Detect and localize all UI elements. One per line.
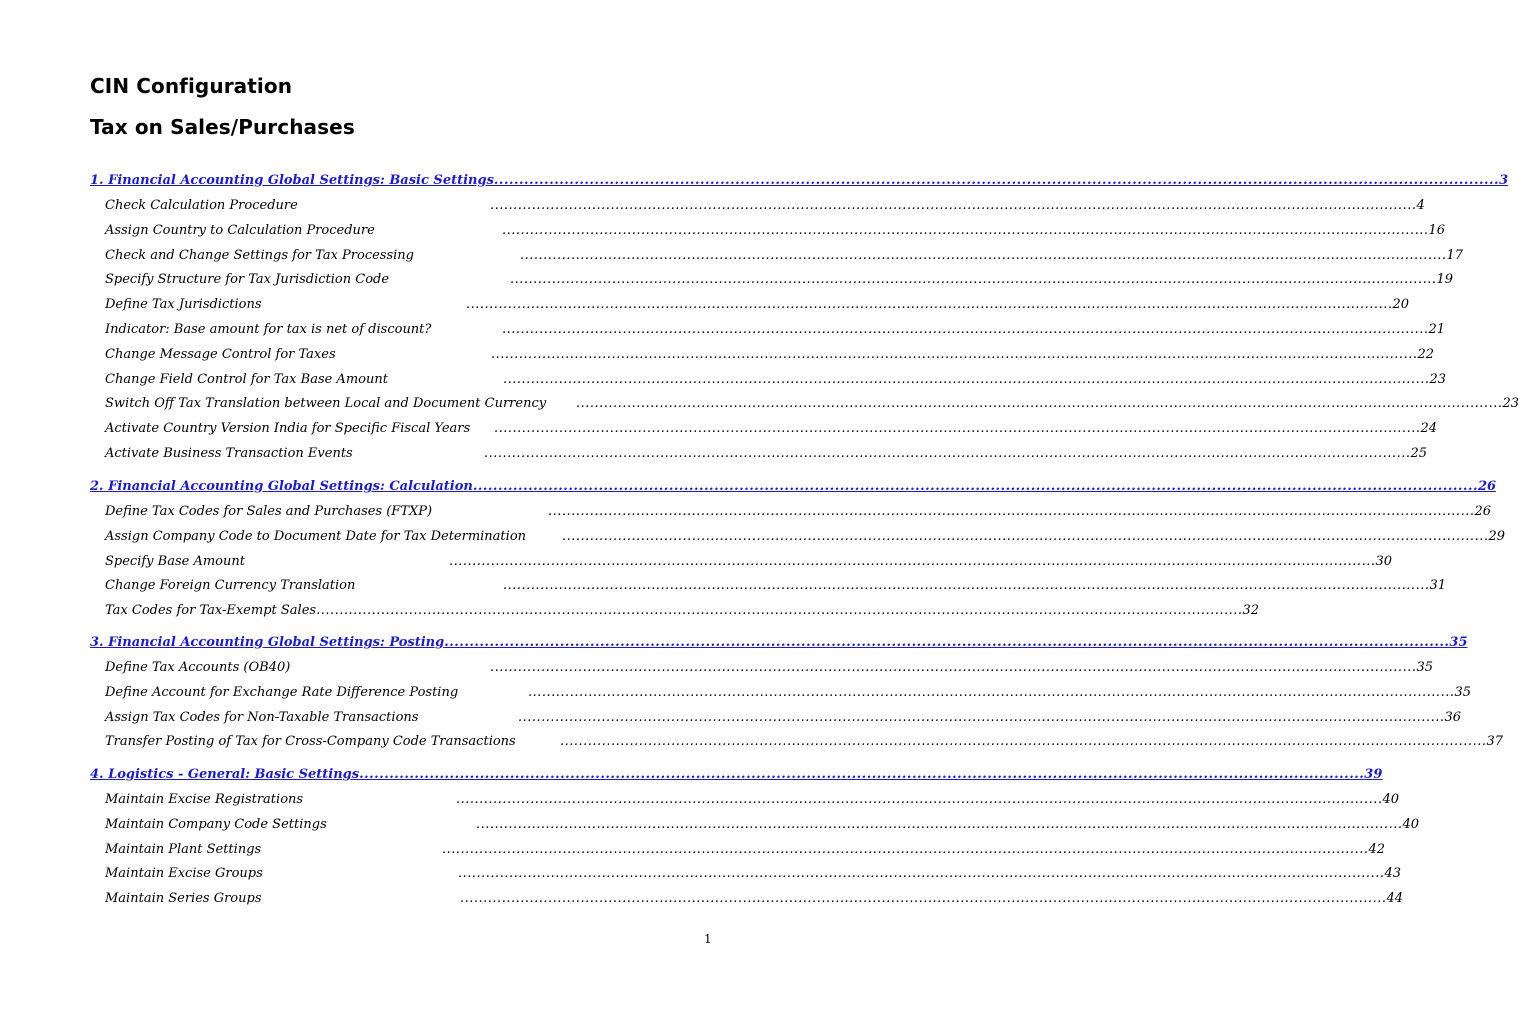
dot-leader: ........................................................................................................................................................................................................ xyxy=(528,684,1455,700)
toc-entry-title: Define Tax Jurisdictions xyxy=(105,297,262,313)
toc-entry-page: 16 xyxy=(1428,222,1446,238)
toc-entry-page: 21 xyxy=(1428,322,1446,337)
toc-entry-page: 4 xyxy=(1416,198,1425,213)
toc-entry-page: 44 xyxy=(1386,891,1404,907)
toc-entry-page: 36 xyxy=(1444,709,1462,725)
dot-leader: ........................................................................................................................................................................................................ xyxy=(494,421,1421,437)
toc-entry[interactable] xyxy=(105,220,1446,238)
dot-leader: ........................................................................................................................................................................................................ xyxy=(442,841,1369,857)
toc-entry-title: Activate Country Version India for Specific Fiscal Years xyxy=(105,421,471,437)
toc-entry-page: 20 xyxy=(1392,297,1410,313)
dot-leader: ........................................................................................................................................................................................................ xyxy=(456,792,1383,807)
toc-entry[interactable] xyxy=(105,418,1438,437)
toc-entry-page: 24 xyxy=(1420,421,1438,437)
toc-section-link[interactable] xyxy=(90,632,1468,650)
dot-leader: ........................................................................................................................................................................................................ xyxy=(490,198,1417,213)
toc-section-link[interactable] xyxy=(90,476,1497,494)
toc-entry-page: 30 xyxy=(1375,553,1393,569)
toc-entry-title: Assign Country to Calculation Procedure xyxy=(105,222,375,238)
toc-entry-page: 23 xyxy=(1502,396,1519,412)
toc-entry-title: Define Tax Codes for Sales and Purchases (FTXP) xyxy=(105,504,433,519)
toc-entry-title: Define Account for Exchange Rate Difference Posting xyxy=(105,684,459,700)
toc-entry-page: 35 xyxy=(1454,684,1472,700)
dot-leader: ........................................................................................................................................................................................................ xyxy=(316,603,1243,619)
toc-entry-page: 42 xyxy=(1368,841,1386,857)
dot-leader: ........................................................................................................................................................................................................ xyxy=(460,891,1387,907)
dot-leader: ........................................................................................................................................................................................................ xyxy=(518,709,1445,725)
dot-leader: ........................................................................................................................................................................................................ xyxy=(576,396,1503,412)
toc-entry-page: 31 xyxy=(1429,578,1447,594)
toc-entry[interactable] xyxy=(105,657,1434,675)
toc-section-title: 3. Financial Accounting Global Settings: Posting xyxy=(90,635,445,650)
toc-entry[interactable] xyxy=(105,294,1410,313)
toc-entry-page: 25 xyxy=(1410,446,1428,461)
dot-leader: ........................................................................................................................................................................................................ xyxy=(503,371,1430,387)
toc-entry-title: Change Foreign Currency Translation xyxy=(105,578,356,594)
toc-entry-page: 23 xyxy=(1429,371,1447,387)
page-number: 1 xyxy=(704,932,712,946)
toc-section-link[interactable] xyxy=(90,764,1383,782)
dot-leader: ........................................................................................................................................................................................................ xyxy=(449,553,1376,569)
toc-section-title: 1. Financial Accounting Global Settings: Basic Settings xyxy=(90,173,494,188)
toc-entry-title: Switch Off Tax Translation between Local and Document Currency xyxy=(105,396,547,412)
toc-entry[interactable] xyxy=(105,682,1472,700)
toc-entry-title: Transfer Posting of Tax for Cross-Company Code Transactions xyxy=(105,734,516,750)
toc-entry-title: Maintain Excise Groups xyxy=(105,866,263,882)
toc-entry-page: 29 xyxy=(1488,528,1506,544)
toc-entry-page: 37 xyxy=(1486,734,1504,750)
dot-leader: ........................................................................................................................................................................................................ xyxy=(503,578,1430,594)
toc-entry[interactable] xyxy=(105,731,1504,750)
toc-entry-page: 22 xyxy=(1417,346,1435,362)
toc-entry[interactable] xyxy=(105,195,1425,213)
dot-leader: ........................................................................................................................................................................................................ xyxy=(444,635,1450,650)
toc-section-link[interactable] xyxy=(90,170,1509,188)
toc-section-page: 3 xyxy=(1499,173,1509,188)
toc-entry-title: Check and Change Settings for Tax Processing xyxy=(105,247,414,263)
toc-entry-title: Maintain Series Groups xyxy=(105,891,262,907)
toc-entry[interactable] xyxy=(105,369,1447,387)
toc-entry[interactable] xyxy=(105,814,1420,832)
toc-entry-page: 26 xyxy=(1474,504,1492,519)
document-title: CIN Configuration xyxy=(90,74,293,98)
toc-entry[interactable] xyxy=(105,269,1454,288)
document-subtitle: Tax on Sales/Purchases xyxy=(90,115,355,139)
toc-entry[interactable] xyxy=(105,789,1400,807)
dot-leader: ........................................................................................................................................................................................................ xyxy=(502,322,1429,337)
toc-entry[interactable] xyxy=(105,245,1464,263)
dot-leader: ........................................................................................................................................................................................................ xyxy=(491,346,1418,362)
toc-section-page: 35 xyxy=(1449,635,1468,650)
toc-entry[interactable] xyxy=(105,344,1435,362)
dot-leader: ........................................................................................................................................................................................................ xyxy=(562,528,1489,544)
toc-entry-page: 40 xyxy=(1402,816,1420,832)
toc-entry-page: 43 xyxy=(1384,866,1402,882)
toc-entry[interactable] xyxy=(105,501,1492,519)
dot-leader: ........................................................................................................................................................................................................ xyxy=(458,866,1385,882)
toc-entry-page: 40 xyxy=(1382,792,1400,807)
toc-section-title: 2. Financial Accounting Global Settings: Calculation xyxy=(90,479,473,494)
dot-leader: ........................................................................................................................................................................................................ xyxy=(502,222,1429,238)
dot-leader: ........................................................................................................................................................................................................ xyxy=(490,660,1417,675)
toc-entry-title: Assign Company Code to Document Date for Tax Determination xyxy=(105,528,527,544)
toc-entry[interactable] xyxy=(105,319,1446,337)
toc-entry-title: Check Calculation Procedure xyxy=(105,198,298,213)
toc-entry-title: Specify Base Amount xyxy=(105,553,245,569)
toc-entry[interactable] xyxy=(105,839,1386,857)
dot-leader: ........................................................................................................................................................................................................ xyxy=(548,504,1475,519)
dot-leader: ........................................................................................................................................................................................................ xyxy=(520,247,1447,263)
toc-entry-title: Change Field Control for Tax Base Amount xyxy=(105,371,388,387)
toc-section-page: 39 xyxy=(1364,767,1383,782)
toc-entry-title: Maintain Excise Registrations xyxy=(105,792,304,807)
toc-entry-title: Maintain Company Code Settings xyxy=(105,816,327,832)
toc-entry-title: Specify Structure for Tax Jurisdiction Code xyxy=(105,272,390,288)
toc-entry-title: Define Tax Accounts (OB40) xyxy=(105,660,291,675)
dot-leader: ........................................................................................................................................................................................................ xyxy=(476,816,1403,832)
toc-entry-title: Change Message Control for Taxes xyxy=(105,346,336,362)
toc-section-page: 26 xyxy=(1478,479,1497,494)
dot-leader: ........................................................................................................................................................................................................ xyxy=(359,767,1365,782)
toc-entry[interactable] xyxy=(105,707,1462,725)
toc-entry[interactable] xyxy=(105,526,1506,544)
dot-leader: ........................................................................................................................................................................................................ xyxy=(510,272,1437,288)
toc-entry[interactable] xyxy=(105,443,1428,461)
toc-entry-title: Maintain Plant Settings xyxy=(105,841,262,857)
toc-entry[interactable] xyxy=(105,551,1393,569)
toc-entry[interactable] xyxy=(105,863,1402,882)
dot-leader: ........................................................................................................................................................................................................ xyxy=(484,446,1411,461)
dot-leader: ........................................................................................................................................................................................................ xyxy=(466,297,1393,313)
toc-entry-title: Indicator: Base amount for tax is net of discount? xyxy=(105,322,432,337)
toc-entry-page: 35 xyxy=(1416,660,1434,675)
toc-entry[interactable] xyxy=(105,575,1447,594)
toc-entry[interactable] xyxy=(105,393,1519,412)
toc-entry-page: 17 xyxy=(1446,247,1464,263)
toc-section-title: 4. Logistics - General: Basic Settings xyxy=(90,767,360,782)
toc-entry-title: Activate Business Transaction Events xyxy=(105,446,353,461)
dot-leader: ........................................................................................................................................................................................................ xyxy=(560,734,1487,750)
toc-entry-page: 19 xyxy=(1436,272,1454,288)
toc-entry[interactable] xyxy=(105,600,1260,619)
toc-entry-page: 32 xyxy=(1242,603,1260,619)
toc-entry-title: Assign Tax Codes for Non-Taxable Transactions xyxy=(105,709,419,725)
toc-entry-title: Tax Codes for Tax-Exempt Sales xyxy=(105,603,317,619)
dot-leader: ........................................................................................................................................................................................................ xyxy=(493,173,1500,188)
dot-leader: ........................................................................................................................................................................................................ xyxy=(472,479,1479,494)
toc-entry[interactable] xyxy=(105,888,1404,907)
